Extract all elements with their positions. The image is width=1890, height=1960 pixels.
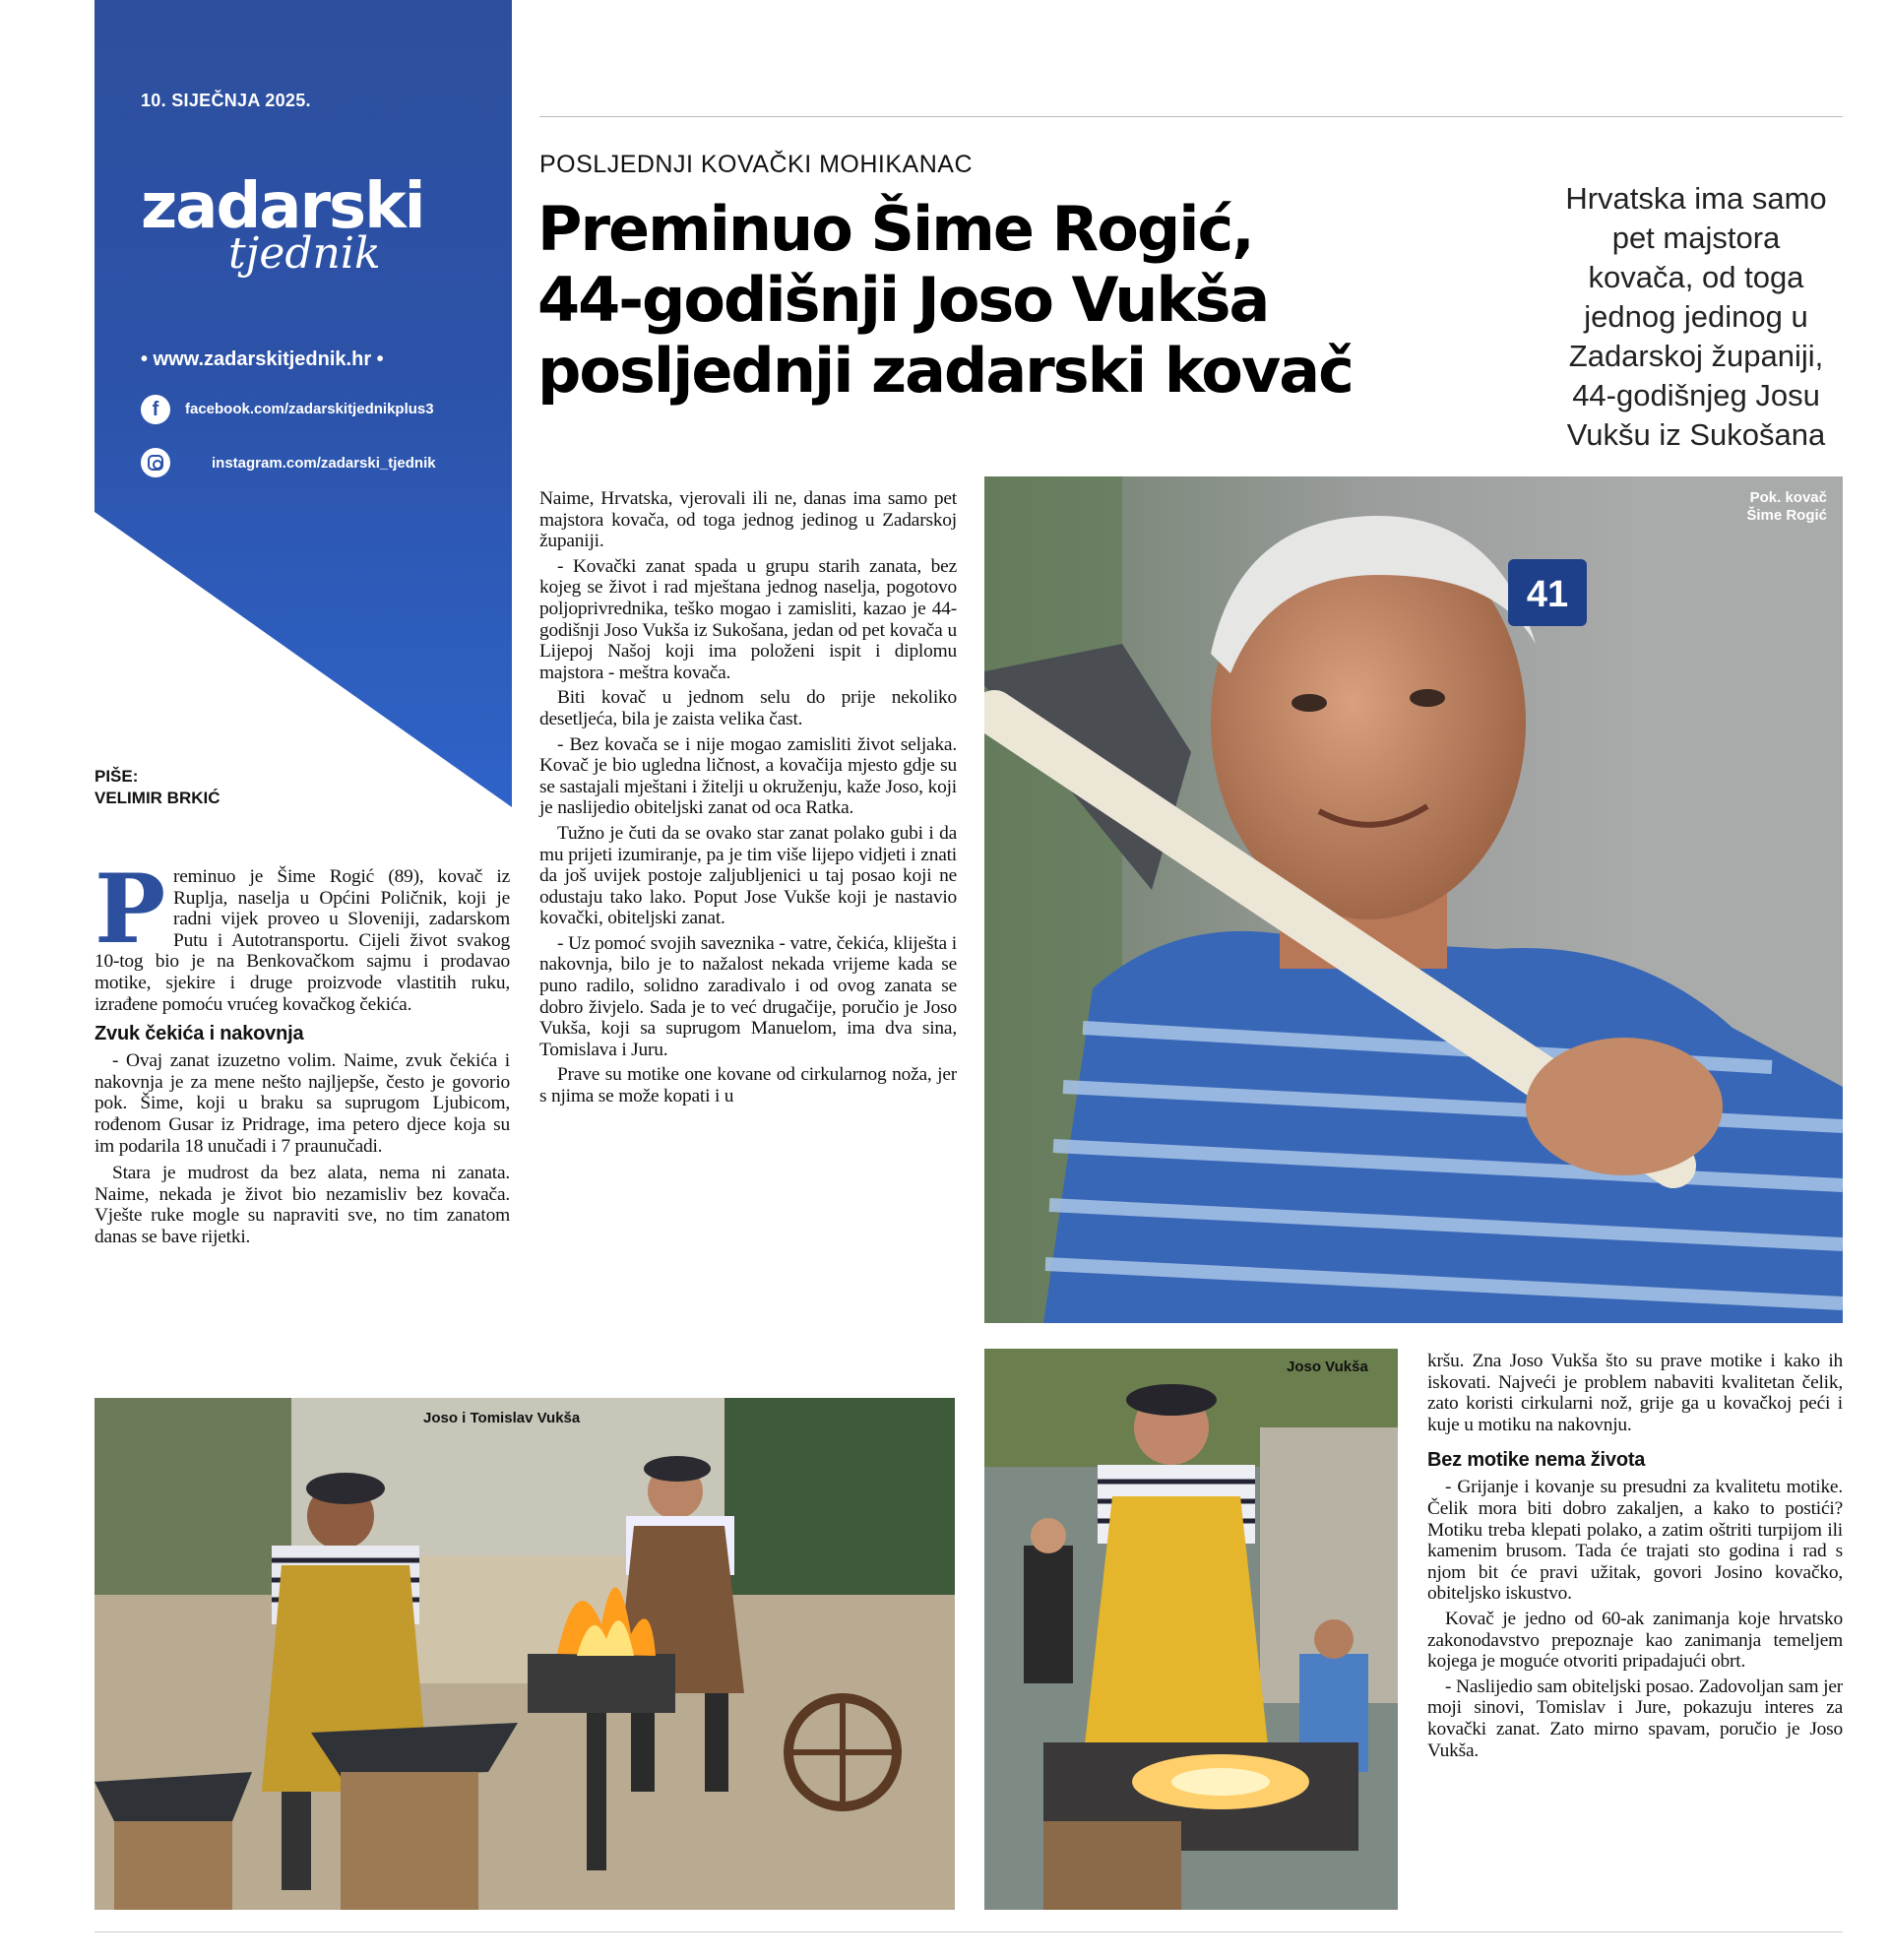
col3-paragraph-1: kršu. Zna Joso Vukša što su prave motike i kako ih iskovati. Najveći je problem nabaviti kvalitetan čelik, zato koristi cirkularni nož, grije ga u kovačkoj peći i kuje u motiku na nakovnju. [1427,1351,1843,1435]
col2-paragraph-1: Naime, Hrvatska, vjerovali ili ne, danas ima samo pet majstora kovača, od toga jednog jedinog u Zadarskoj županiji. [539,488,957,552]
logo-zadarski: zadarski [141,170,424,243]
col3-paragraph-3: Kovač je jedno od 60-ak zanimanja koje hrvatsko zakonodavstvo prepoznaje kao zanimanja temeljem kojega je moguće otvoriti pripadajući obrt. [1427,1608,1843,1673]
col2-paragraph-5: Tužno je čuti da se ovako star zanat polako gubi i da mu prijeti izumiranje, pa je tim više lijepo vidjeti i znati da još uvijek postoje zaljubljenici u taj posao koji ne odustaju tako lako. Poput Jose Vukše koji je nastavio kovački, obiteljski zanat. [539,822,957,929]
col1-paragraph-1: reminuo je Šime Rogić (89), kovač iz Ruplja, naselja u Općini Poličnik, koji je radni vijek proveo u Sloveniji, zadarskom Putu i Autotransportu. Cijeli život svakog 10-tog bio je na Benkovačkom sajmu i prodavao motike, sjekire i druge proizvode vlastitih ruku, izrađene pomoću vrućeg kovačkog čekića. [94,866,510,1015]
bottom-left-photo [94,1398,955,1910]
instagram-link[interactable]: instagram.com/zadarski_tjednik [212,455,436,472]
deck-line: Vukšu iz Sukošana [1566,417,1826,452]
headline-line-2: 44-godišnji Joso Vukša [537,264,1269,336]
forge-scene-illustration [94,1398,955,1910]
column-3 [1427,1351,1843,1761]
col3-paragraph-2: - Grijanje i kovanje su presudni za kvalitetu motike. Čelik mora biti dobro zakaljen, a kako to postići? Motiku treba klepati polako, a zatim oštriti turpijom ili kamenim brusom. Tada će trajati sto godina i rad s njom bit će pravi užitak, govori Josino kovačko, obiteljsko iskustvo. [1427,1477,1843,1605]
headline-line-1: Preminuo Šime Rogić, [537,193,1253,265]
facebook-link[interactable]: facebook.com/zadarskitjednikplus3 [185,401,434,417]
col2-paragraph-2: - Kovački zanat spada u grupu starih zanata, bez kojeg se život i rad mještana jednog naselja, pogotovo poljoprivrednika, teško mogao i zamisliti, kazao je 44-godišnji Joso Vukša iz Sukošana, jedan od pet kovača u Lijepoj Našoj koji ima položeni ispit i diplomu majstora - meštra kovača. [539,555,957,683]
main-photo [984,476,1843,1323]
headline [537,194,1353,407]
column-1 [94,854,510,1248]
facebook-icon: f [141,395,170,424]
deck-line: pet majstora [1611,221,1781,255]
subheading-zvuk: Zvuk čekića i nakovnja [94,1023,304,1045]
byline-label: PIŠE: [94,767,139,786]
byline-author: VELIMIR BRKIĆ [94,789,220,807]
kicker: POSLJEDNJI KOVAČKI MOHIKANAC [539,151,974,178]
col1-paragraph-2: - Ovaj zanat izuzetno volim. Naime, zvuk čekića i nakovnja je za mene nešto najljepše, često je govorio pok. Šime, koji u braku sa suprugom Ljubicom, rođenom Gusar iz Pridrage, ima petero djece koja su im podarila 18 unučadi i 7 praunučadi. [94,1050,510,1157]
bottom-middle-caption: Joso Vukša [1287,1359,1368,1375]
website-link[interactable]: • www.zadarskitjednik.hr • [141,348,384,370]
column-2 [539,488,957,1107]
col2-paragraph-3: Biti kovač u jednom selu do prije nekoliko desetljeća, bila je zaista velika čast. [539,687,957,729]
deck-line: Zadarskoj županiji, [1568,339,1824,373]
logo-tjednik: tjednik [228,228,381,279]
bottom-rule [94,1931,1843,1932]
issue-date: 10. SIJEČNJA 2025. [141,91,311,110]
deck-line: kovača, od toga [1588,260,1804,294]
joso-portrait-illustration [984,1349,1398,1910]
byline [94,766,220,809]
deck [1545,179,1847,455]
headline-line-3: posljednji zadarski kovač [537,335,1353,407]
subheading-bez-motike: Bez motike nema života [1427,1449,1646,1472]
main-caption-line: Pok. kovač [1749,489,1827,506]
deck-line: jednog jedinog u [1584,299,1808,334]
col2-paragraph-7: Prave su motike one kovane od cirkularnog noža, jer s njima se može kopati i u [539,1064,957,1107]
drop-cap: P [94,854,165,965]
col2-paragraph-6: - Uz pomoć svojih saveznika - vatre, čekića, kliješta i nakovnja, bilo je to nažalost nekada vrijeme kada se puno radilo, solidno zaradivalo i od ovog zanata se dobro živjelo. Sada je to već drugačije, poručio je Joso Vukša, koji sa suprugom Manuelom, ima dva sina, Tomislava i Juru. [539,932,957,1060]
main-caption-line: Šime Rogić [1746,507,1827,524]
top-rule [539,116,1843,117]
deck-line: Hrvatska ima samo [1565,181,1827,216]
col1-paragraph-3: Stara je mudrost da bez alata, nema ni zanata. Naime, nekada je život bio nezamisliv bez kovača. Vješte ruke mogle su napraviti sve, no tim zanatom danas se bave rijetki. [94,1163,510,1247]
deck-line: 44-godišnjeg Josu [1572,378,1820,412]
house-number: 41 [1526,574,1569,615]
instagram-icon [141,448,170,477]
main-photo-caption [1673,489,1827,525]
bottom-left-caption: Joso i Tomislav Vukša [423,1410,581,1426]
bottom-middle-photo [984,1349,1398,1910]
col3-paragraph-4: - Naslijedio sam obiteljski posao. Zadovoljan sam jer moji sinovi, Tomislav i Jure, pokazuju interes za kovački zanat. Zato mirno spavam, poručio je Joso Vukša. [1427,1675,1843,1761]
main-photo-illustration [984,476,1843,1323]
col2-paragraph-4: - Bez kovača se i nije mogao zamisliti život seljaka. Kovač je bio ugledna ličnost, a kovačija mjesto gdje su se sastajali mještani i žitelji u okruženju, kaže Joso, koji je naslijedio obiteljski zanat od oca Ratka. [539,733,957,819]
